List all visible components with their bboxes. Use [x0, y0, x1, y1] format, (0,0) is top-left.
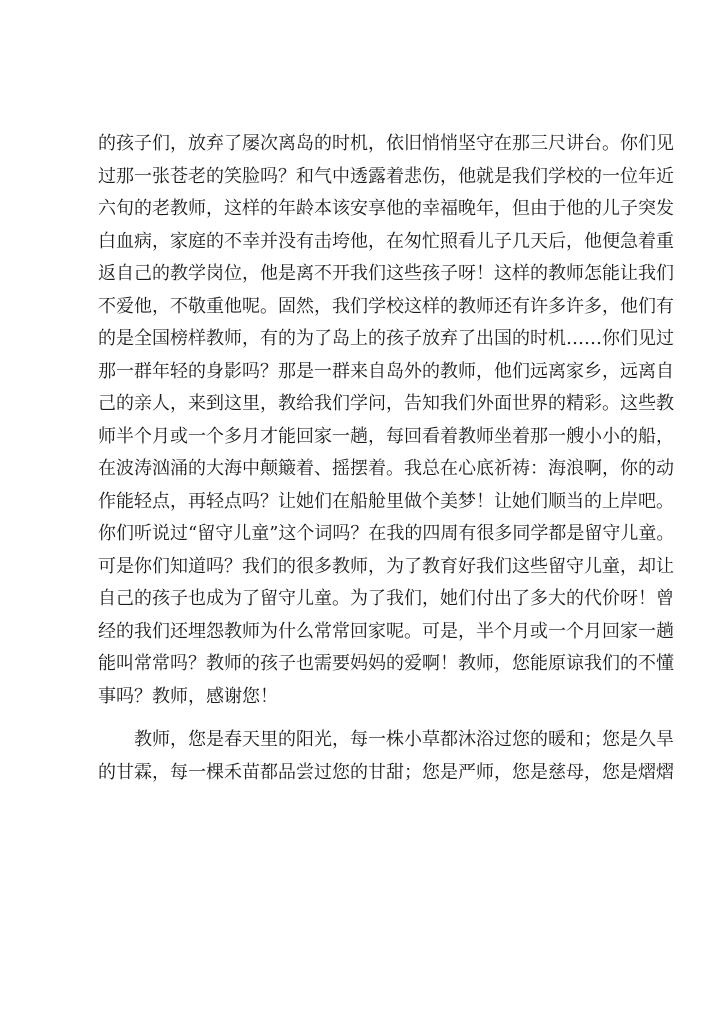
paragraph-line: 你们听说过“留守儿童”这个词吗？在我的四周有很多同学都是留守儿童。 — [98, 523, 675, 544]
paragraph-line: 不爱他，不敬重他呢。固然，我们学校这样的教师还有许多许多，他们有 — [98, 295, 674, 317]
paragraph-line: 那一群年轻的身影吗？那是一群来自岛外的教师，他们远离家乡，远离自 — [98, 360, 674, 382]
paragraph-line: 六旬的老教师，这样的年龄本该安享他的幸福晚年，但由于他的儿子突发 — [98, 198, 674, 219]
paragraph-2 — [98, 724, 674, 789]
paragraph-line: 事吗？教师，感谢您！ — [98, 685, 278, 707]
paragraph-line: 的是全国榜样教师，有的为了岛上的孩子放弃了出国的时机……你们见过 — [98, 328, 674, 349]
paragraph-line: 师半个月或一个多月才能回家一趟，每回看着教师坐着那一艘小小的船， — [98, 425, 674, 447]
paragraph-line: 能叫常常吗？教师的孩子也需要妈妈的爱啊！教师，您能原谅我们的不懂 — [98, 653, 674, 674]
paragraph-line: 的孩子们，放弃了屡次离岛的时机，依旧悄悄坚守在那三尺讲台。你们见 — [98, 133, 674, 154]
paragraph-line: 作能轻点，再轻点吗？让她们在船舱里做个美梦！让她们顺当的上岸吧。 — [98, 490, 674, 512]
paragraph-spacer — [98, 713, 628, 724]
paragraph-line: 在波涛汹涌的大海中颠簸着、摇摆着。我总在心底祈祷：海浪啊，你的动 — [98, 458, 674, 479]
paragraph-line: 教师，您是春天里的阳光，每一株小草都沐浴过您的暖和；您是久旱 — [98, 729, 674, 750]
paragraph-1 — [98, 128, 675, 713]
paragraph-line: 自己的孩子也成为了留守儿童。为了我们，她们付出了多大的代价呀！曾 — [98, 588, 674, 609]
paragraph-line: 过那一张苍老的笑脸吗？和气中透露着悲伤，他就是我们学校的一位年近 — [98, 165, 674, 187]
paragraph-line: 己的亲人，来到这里，教给我们学问，告知我们外面世界的精彩。这些教 — [98, 393, 674, 414]
paragraph-line: 经的我们还埋怨教师为什么常常回家呢。可是，半个月或一个月回家一趟 — [98, 620, 674, 642]
document-body — [98, 128, 675, 789]
paragraph-line: 可是你们知道吗？我们的很多教师，为了教育好我们这些留守儿童，却让 — [98, 555, 674, 577]
paragraph-line: 白血病，家庭的不幸并没有击垮他，在匆忙照看儿子几天后，他便急着重 — [98, 230, 674, 252]
paragraph-line: 返自己的教学岗位，他是离不开我们这些孩子呀！这样的教师怎能让我们 — [98, 263, 674, 284]
paragraph-line: 的甘霖，每一棵禾苗都品尝过您的甘甜；您是严师，您是慈母，您是熠熠 — [98, 761, 674, 783]
